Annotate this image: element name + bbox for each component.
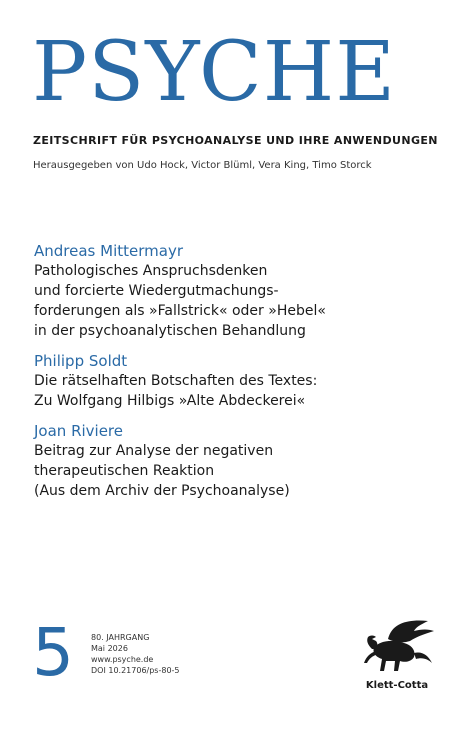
article-title-line: Die rätselhaften Botschaften des Textes: <box>34 373 318 389</box>
article-title <box>34 371 434 411</box>
article-item <box>34 421 434 501</box>
issue-date: Mai 2026 <box>91 644 128 653</box>
article-title-line: Beitrag zur Analyse der negativen <box>34 443 274 459</box>
article-list <box>34 241 434 511</box>
article-author: Andreas Mittermayr <box>34 242 183 260</box>
article-title-line: forderungen als »Fallstrick« oder »Hebel« <box>34 303 326 319</box>
article-title-line: und forcierte Wiedergutmachungs- <box>34 283 279 299</box>
journal-subtitle: ZEITSCHRIFT FÜR PSYCHOANALYSE UND IHRE ANWENDUNGEN <box>33 134 438 147</box>
editors-line: Herausgegeben von Udo Hock, Victor Blüml, Vera King, Timo Storck <box>33 160 372 171</box>
issue-volume: 80. JAHRGANG <box>91 633 150 642</box>
article-title-line: therapeutischen Reaktion <box>34 463 215 479</box>
article-item <box>34 241 434 341</box>
article-title-line: Pathologisches Anspruchsdenken <box>34 263 268 279</box>
issue-meta <box>91 632 180 676</box>
journal-title: PSYCHE <box>32 25 397 120</box>
publisher-name: Klett-Cotta <box>365 680 429 691</box>
issue-website: www.psyche.de <box>91 655 154 664</box>
article-title-line: (Aus dem Archiv der Psychoanalyse) <box>34 483 290 499</box>
issue-doi: DOI 10.21706/ps-80-5 <box>91 666 180 675</box>
article-title <box>34 261 434 341</box>
griffin-icon <box>358 617 438 677</box>
article-title-line: Zu Wolfgang Hilbigs »Alte Abdeckerei« <box>34 393 306 409</box>
article-author: Philipp Soldt <box>34 352 128 370</box>
article-author: Joan Riviere <box>34 422 123 440</box>
article-item <box>34 351 434 411</box>
article-title <box>34 441 434 501</box>
issue-number: 5 <box>32 614 74 691</box>
article-title-line: in der psychoanalytischen Behandlung <box>34 323 306 339</box>
